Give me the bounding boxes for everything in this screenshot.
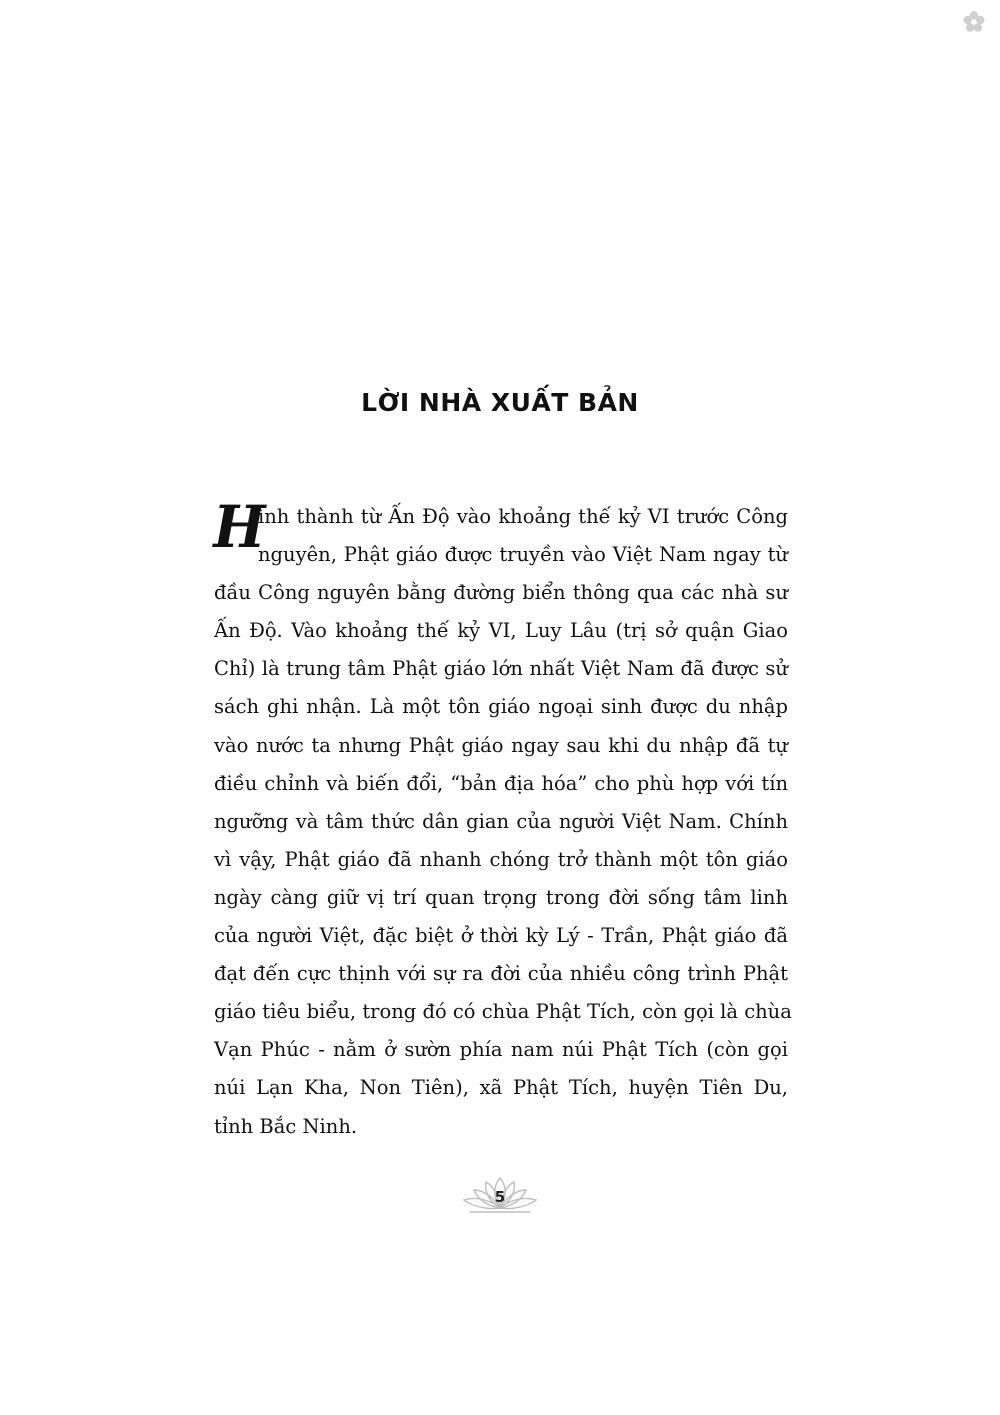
page-title: LỜI NHÀ XUẤT BẢN [361, 388, 639, 417]
text-line: sách ghi nhận. Là một tôn giáo ngoại sinh được du nhập [214, 695, 788, 719]
text-line: giáo tiêu biểu, trong đó có chùa Phật Tích, còn gọi là chùa [214, 1000, 792, 1024]
drop-cap: H [213, 493, 266, 561]
text-line: tỉnh Bắc Ninh. [214, 1114, 358, 1138]
text-line: nguyên, Phật giáo được truyền vào Việt Nam ngay từ [258, 543, 788, 567]
page-footer [460, 1172, 540, 1220]
text-line: Vạn Phúc - nằm ở sườn phía nam núi Phật Tích (còn gọi [214, 1038, 788, 1062]
text-line: Chỉ) là trung tâm Phật giáo lớn nhất Việt Nam đã được sử [214, 657, 788, 681]
text-line: ngày càng giữ vị trí quan trọng trong đời sống tâm linh [214, 885, 788, 909]
text-line: ngưỡng và tâm thức dân gian của người Việt Nam. Chính [214, 809, 788, 833]
text-line: núi Lạn Kha, Non Tiên), xã Phật Tích, huyện Tiên Du, [214, 1076, 788, 1100]
page-number: 5 [494, 1188, 506, 1206]
text-line: vào nước ta nhưng Phật giáo ngay sau khi du nhập đã tự [214, 733, 788, 757]
text-line: đầu Công nguyên bằng đường biển thông qua các nhà sư [214, 581, 788, 605]
text-line: đạt đến cực thịnh với sự ra đời của nhiều công trình Phật [214, 962, 788, 986]
body-paragraph [213, 493, 792, 1146]
text-line: ình thành từ Ấn Độ vào khoảng thế kỷ VI trước Công [258, 505, 788, 528]
text-line: Ấn Độ. Vào khoảng thế kỷ VI, Luy Lâu (trị sở quận Giao [214, 619, 788, 643]
text-line: vì vậy, Phật giáo đã nhanh chóng trở thành một tôn giáo [214, 847, 788, 871]
text-line: của người Việt, đặc biệt ở thời kỳ Lý - Trần, Phật giáo đã [214, 924, 788, 948]
text-line: điều chỉnh và biến đổi, “bản địa hóa” cho phù hợp với tín [214, 771, 788, 795]
flower-ornament-icon [962, 10, 986, 34]
